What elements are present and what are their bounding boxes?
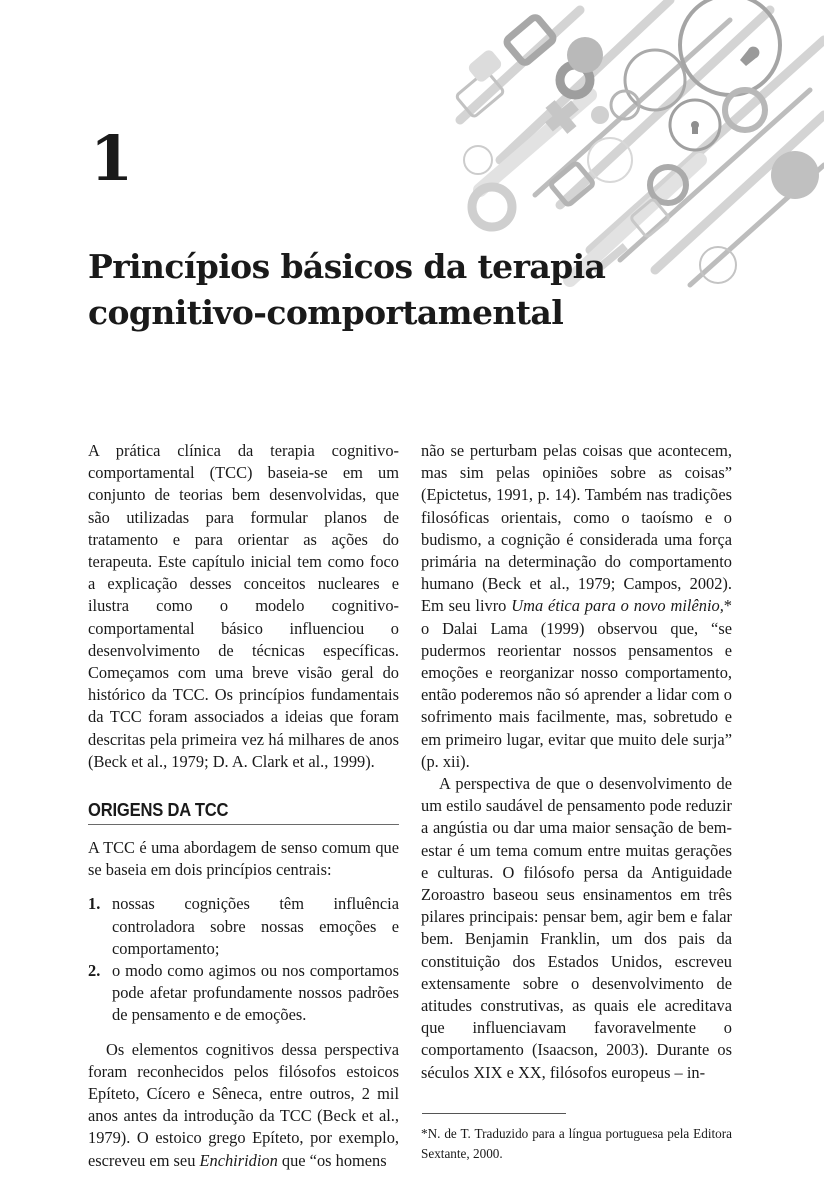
list-number: 2.	[88, 961, 101, 981]
chapter-title	[88, 244, 688, 336]
body-paragraph	[88, 1039, 399, 1172]
chapter-number: 1	[90, 122, 133, 195]
chapter-title-line-1: Princípios básicos da terapia	[88, 247, 606, 286]
body-paragraph: A perspectiva de que o desenvolvimento de um estilo saudável de pensamento pode reduzir a angústia ou dar uma maior sensação de bem-estar é um tema comum entre muitas gerações e culturas. O filósofo persa da Antiguidade Zoroastro baseou seus ensinamentos em três pilares principais: pensar bem, agir bem e falar bem. Benjamin Franklin, um dos pais da constituição dos Estados Unidos, escreveu extensamente sobre o desenvolvimento de atitudes construtivas, as quais ele acreditava que influenciavam favoravelmente o comportamento (Isaacson, 2003). Durante os séculos XIX e XX, filósofos europeus – in-	[421, 774, 732, 1082]
footnote: *N. de T. Traduzido para a língua portuguesa pela Editora Sextante, 2000.	[421, 1125, 732, 1161]
left-column	[88, 440, 399, 1172]
list-text: nossas cognições têm influência controladora sobre nossas emoções e comportamento;	[112, 894, 399, 958]
body-text: que “os homens	[277, 1150, 387, 1170]
book-title-italic: Uma ética para o novo milênio,	[511, 596, 724, 616]
body-paragraph	[421, 440, 732, 773]
body-text: não se perturbam pelas coisas que acontecem, mas sim pelas opiniões sobre as coisas” (Epictetus, 1991, p. 14). Também nas tradições filosóficas orientais, como o taoísmo e o budismo, a cognição é considerada uma força primária na determinação do comportamento humano (Beck et al., 1979; Campos, 2002). Em seu livro	[421, 441, 732, 616]
list-item	[88, 893, 399, 960]
body-text: Os elementos cognitivos dessa perspectiva foram reconhecidos pelos filósofos estoicos Epíteto, Cícero e Sêneca, entre outros, 2 mil anos antes da introdução da TCC (Beck et al., 1979). O estoico grego Epíteto, por exemplo, escreveu em seu	[88, 1039, 399, 1170]
section-intro-paragraph: A TCC é uma abordagem de senso comum que se baseia em dois princípios centrais:	[88, 838, 399, 880]
footnote-divider	[422, 1113, 566, 1114]
right-column	[421, 440, 732, 1164]
section-heading: ORIGENS DA TCC	[88, 799, 399, 825]
body-text: * o Dalai Lama (1999) observou que, “se pudermos reorientar nossos pensamentos e emoções e reorganizar nosso comportamento, então poderemos não só aprender a lidar com o sofrimento mais facilmente, mas, sobretudo e em primeiro lugar, evitar que muito dele surja” (p. xii).	[421, 596, 732, 771]
chapter-title-line-2: cognitivo-comportamental	[88, 293, 564, 332]
principles-list	[88, 893, 399, 1026]
list-text: o modo como agimos ou nos comportamos pode afetar profundamente nossos padrões de pensamento e de emoções.	[112, 961, 399, 1025]
intro-paragraph: A prática clínica da terapia cognitivo-comportamental (TCC) baseia-se em um conjunto de teorias bem desenvolvidas, que são utilizadas para formular planos de tratamento e para orientar as ações do terapeuta. Este capítulo inicial tem como foco a explicação desses conceitos nucleares e ilustra como o modelo cognitivo-comportamental básico influenciou o desenvolvimento de técnicas específicas. Começamos com uma breve visão geral do histórico da TCC. Os princípios fundamentais da TCC foram associados a ideias que foram descritas pela primeira vez há milhares de anos (Beck et al., 1979; D. A. Clark et al., 1999).	[88, 441, 399, 771]
list-item	[88, 960, 399, 1027]
list-number: 1.	[88, 894, 101, 914]
book-title-italic: Enchiridion	[199, 1150, 278, 1170]
